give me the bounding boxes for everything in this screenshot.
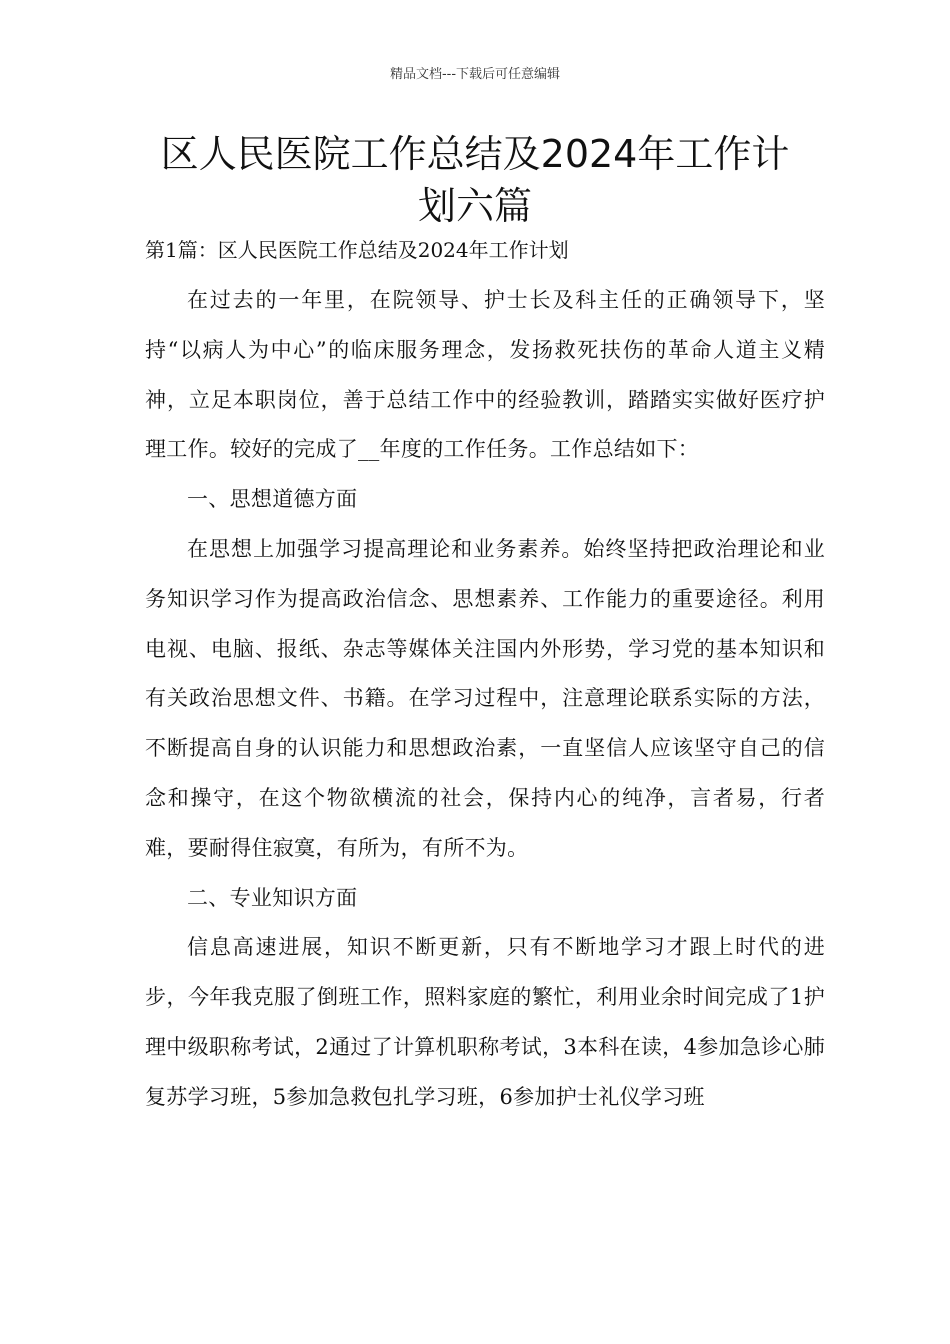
document-title: 区人民医院工作总结及2024年工作计划六篇 [160,132,790,228]
section-heading-ideology: 一、思想道德方面 [187,487,358,512]
professional-paragraph: 信息高速进展，知识不断更新，只有不断地学习才跟上时代的进步，今年我克服了倒班工作，照料家庭的繁忙，利用业余时间完成了1护理中级职称考试，2通过了计算机职称考试，3本科在读，4参加急诊心肺复苏学习班，5参加急救包扎学习班，6参加护士礼仪学习班 [145,935,825,1109]
ideology-paragraph: 在思想上加强学习提高理论和业务素养。始终坚持把政治理论和业务知识学习作为提高政治信念、思想素养、工作能力的重要途径。利用电视、电脑、报纸、杂志等媒体关注国内外形势，学习党的基本知识和有关政治思想文件、书籍。在学习过程中，注意理论联系实际的方法，不断提高自身的认识能力和思想政治素，一直坚信人应该坚守自己的信念和操守，在这个物欲横流的社会，保持内心的纯净，言者易，行者难，要耐得住寂寞，有所为，有所不为。 [145,536,825,860]
document-body [145,276,825,1123]
intro-paragraph: 在过去的一年里，在院领导、护士长及科主任的正确领导下，坚持“以病人为中心”的临床服务理念，发扬救死扶伤的革命人道主义精神，立足本职岗位，善于总结工作中的经验教训，踏踏实实做好医疗护理工作。较好的完成了__年度的工作任务。工作总结如下： [145,288,825,462]
header-note: 精品文档---下载后可任意编辑 [389,67,561,82]
section-heading-professional: 二、专业知识方面 [187,885,358,910]
article-subheading: 第1篇：区人民医院工作总结及2024年工作计划 [145,238,569,262]
